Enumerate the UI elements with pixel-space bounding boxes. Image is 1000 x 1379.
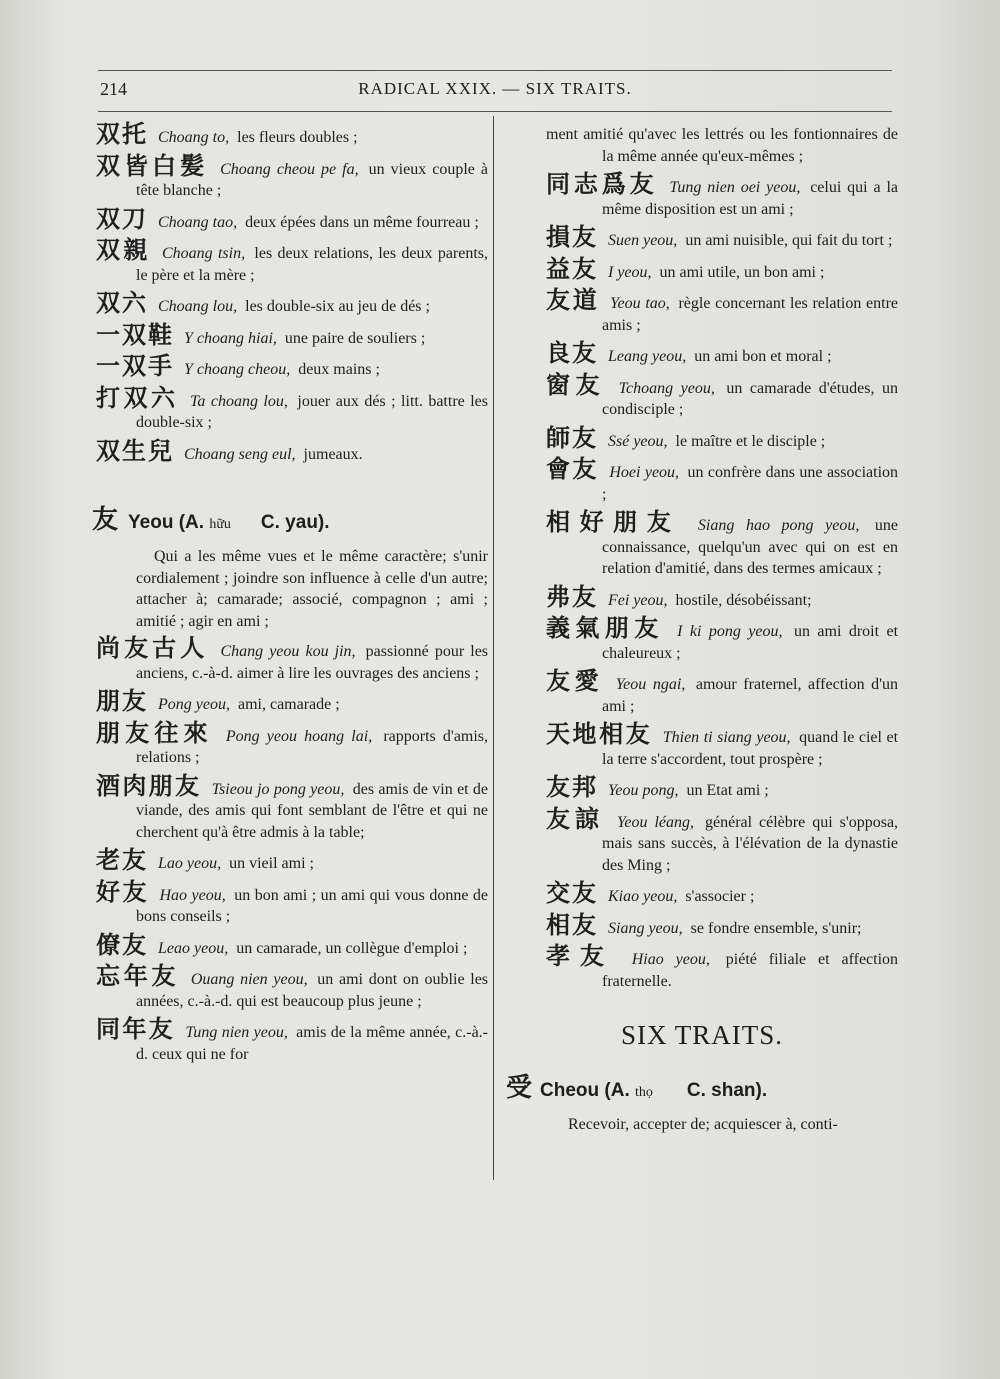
entry-romanization: Yeou léang,: [616, 813, 694, 831]
entry-gloss: un bon ami ; un ami qui vous donne de bons conseils ;: [136, 886, 489, 925]
entry-gloss: hostile, désobéissant;: [675, 591, 812, 609]
dictionary-entry: [506, 910, 898, 940]
entry-gloss: quand le ciel et la terre s'accordent, tout prospère ;: [602, 729, 899, 768]
entry-characters: 老友: [96, 846, 148, 874]
dictionary-entry: [506, 339, 898, 368]
entry-romanization: Leao yeou,: [158, 939, 229, 957]
entry-romanization: Thien ti siang yeou,: [662, 729, 791, 746]
entry-romanization: Pong yeou,: [158, 696, 230, 713]
dictionary-entry: [506, 423, 898, 453]
entry-characters: 双皆白髪: [96, 151, 209, 180]
entry-romanization: Y choang cheou,: [184, 361, 291, 378]
entry-romanization: Fei yeou,: [608, 591, 668, 609]
entry-romanization: I yeou,: [608, 263, 652, 281]
entry-characters: 友道: [546, 286, 600, 314]
entry-gloss: deux mains ;: [298, 361, 380, 378]
entry-romanization: Leang yeou,: [608, 348, 687, 365]
choang-entries: [96, 120, 489, 465]
dictionary-entry: [96, 352, 488, 381]
entry-gloss: celui qui a la même disposition est un ami ;: [602, 179, 898, 218]
entry-characters: 朋友往來: [96, 718, 213, 747]
entry-characters: 尚友古人: [96, 634, 209, 662]
yeou-entries-right: [506, 170, 899, 992]
dictionary-entry: [506, 804, 899, 877]
entry-characters: 双托: [96, 120, 148, 148]
dictionary-entry: [506, 582, 898, 612]
column-divider: [493, 116, 494, 1180]
cheou-annamite: thọ: [635, 1085, 653, 1100]
entry-romanization: Yeou ngai,: [615, 676, 686, 693]
dictionary-entry: [96, 846, 488, 875]
entry-romanization: Hao yeou,: [159, 886, 226, 904]
continuation-text: ment amitié qu'avec les lettrés ou les fontionnaires de la même année qu'eux-mêmes ;: [546, 126, 898, 165]
dictionary-entry: [506, 286, 899, 336]
entry-gloss: deux épées dans un même fourreau ;: [245, 213, 479, 231]
entry-romanization: Tung nien yeou,: [185, 1024, 288, 1041]
entry-characters: 双刀: [96, 204, 148, 233]
dictionary-entry: [506, 508, 899, 580]
dictionary-entry: [506, 773, 898, 802]
dictionary-entry: [96, 718, 489, 769]
entry-characters: 一双手: [96, 352, 174, 380]
right-column: [506, 124, 898, 1136]
yeou-definition: Qui a les même vues et le même caractère; s'unir cordialement ; joindre son influence à celle d'un autre; attacher à; camarade; associé, compagnon ; ami ; amitié ; agir en ami ;: [136, 548, 488, 630]
entry-characters: 會友: [546, 455, 599, 483]
yeou-annamite: hữu: [209, 517, 231, 532]
entry-gloss: les deux relations, les deux parents, le père et la mère ;: [136, 245, 489, 284]
page-number: 214: [100, 79, 127, 99]
page-header: [98, 70, 892, 112]
entry-romanization: Tchoang yeou,: [618, 379, 715, 397]
entry-characters: 相友: [546, 910, 598, 939]
entry-romanization: Tung nien oei yeou,: [669, 179, 801, 196]
entry-romanization: Yeou tao,: [610, 295, 670, 312]
entry-romanization: Pong yeou hoang lai,: [225, 727, 373, 745]
entry-gloss: un confrère dans une association ;: [602, 464, 899, 503]
dictionary-entry: [96, 687, 488, 716]
entry-gloss: amour fraternel, affection d'un ami ;: [602, 676, 899, 715]
entry-gloss: un Etat ami ;: [686, 782, 769, 799]
cheou-headword: [506, 1067, 898, 1104]
entry-gloss: jumeaux.: [303, 445, 363, 463]
entry-gloss: un camarade d'études, un condisciple ;: [602, 379, 899, 418]
entry-gloss: un ami droit et chaleureux ;: [602, 623, 899, 662]
entry-gloss: rapports d'amis, relations ;: [136, 727, 489, 766]
dictionary-entry: [96, 771, 489, 844]
cheou-name: Cheou (A.: [540, 1080, 630, 1101]
dictionary-entry: [506, 614, 899, 664]
dictionary-entry: [96, 289, 488, 318]
dictionary-entry: [506, 879, 898, 908]
dictionary-entry: [96, 634, 489, 684]
entry-characters: 師友: [546, 423, 598, 452]
dictionary-entry: [506, 720, 899, 770]
entry-characters: 窗友: [546, 370, 606, 399]
entry-gloss: un camarade, un collègue d'emploi ;: [236, 939, 468, 957]
entry-romanization: Hoei yeou,: [609, 464, 680, 481]
entry-characters: 酒肉朋友: [96, 771, 202, 800]
entry-romanization: Kiao yeou,: [608, 888, 678, 905]
dictionary-entry: [96, 1015, 489, 1065]
entry-characters: 益友: [546, 254, 598, 283]
dictionary-entry: [96, 383, 489, 434]
entry-characters: 損友: [546, 223, 598, 251]
entry-characters: 友諒: [546, 804, 604, 833]
entry-gloss: un ami dont on oublie les années, c.-à.-d. qui est beaucoup plus jeune ;: [136, 971, 489, 1010]
entry-romanization: Hiao yeou,: [631, 951, 710, 968]
entry-characters: 忘年友: [96, 962, 180, 990]
entry-gloss: ami, camarade ;: [237, 696, 340, 713]
entry-characters: 同年友: [96, 1015, 176, 1043]
dictionary-entry: [506, 223, 898, 252]
entry-romanization: Suen yeou,: [608, 232, 678, 249]
entry-gloss: un vieil ami ;: [229, 855, 314, 872]
yeou-name: Yeou (A.: [128, 512, 205, 533]
entry-romanization: Choang tao,: [158, 213, 238, 231]
entry-characters: 交友: [546, 879, 598, 907]
entry-gloss: amis de la même année, c.-à.-d. ceux qui ne for: [136, 1024, 489, 1063]
entry-characters: 相好朋友: [546, 508, 681, 536]
entry-characters: 朋友: [96, 687, 148, 715]
entry-gloss: les fleurs doubles ;: [237, 129, 358, 146]
dictionary-entry: [506, 254, 898, 284]
entry-characters: 友愛: [546, 667, 604, 695]
dictionary-entry: [96, 320, 488, 350]
entry-romanization: Siang hao pong yeou,: [697, 517, 860, 534]
entry-romanization: Choang to,: [158, 129, 230, 146]
entry-gloss: les double-six au jeu de dés ;: [245, 298, 430, 315]
entry-romanization: Choang lou,: [158, 298, 238, 315]
yeou-character: 友: [92, 505, 121, 535]
entry-romanization: I ki pong yeou,: [677, 623, 783, 640]
dictionary-entry: [506, 455, 899, 505]
dictionary-entry: [96, 236, 489, 286]
entry-romanization: Ta choang lou,: [189, 392, 288, 410]
dictionary-entry: [506, 942, 899, 992]
entry-gloss: un ami utile, un bon ami ;: [659, 263, 825, 281]
entry-gloss: un ami bon et moral ;: [694, 348, 832, 365]
entry-characters: 良友: [546, 339, 598, 367]
entry-characters: 双親: [96, 236, 151, 264]
entry-characters: 天地相友: [546, 720, 653, 748]
entry-gloss: règle concernant les relation entre amis ;: [602, 295, 899, 334]
entry-characters: 友邦: [546, 773, 598, 801]
entry-romanization: Chang yeou kou jin,: [220, 643, 356, 660]
dictionary-entry: [96, 962, 489, 1012]
entry-romanization: Choang tsin,: [161, 245, 246, 262]
entry-characters: 好友: [96, 877, 149, 906]
cheou-cantonese: C. shan).: [686, 1080, 768, 1101]
entry-gloss: une connaissance, quelqu'un avec qui on est en relation d'amitié, dans des termes amicaux ;: [602, 517, 899, 577]
entry-romanization: Choang cheou pe fa,: [220, 160, 359, 178]
entry-characters: 同志爲友: [546, 170, 658, 198]
yeou-entries-left: [96, 634, 489, 1065]
dictionary-entry: [96, 151, 489, 202]
entry-characters: 双生兒: [96, 436, 174, 465]
entry-gloss: s'associer ;: [685, 888, 755, 905]
dictionary-entry: [96, 930, 488, 960]
cheou-definition: Recevoir, accepter de; acquiescer à, conti-: [568, 1116, 838, 1133]
entry-characters: 僚友: [96, 930, 148, 959]
dictionary-entry: [96, 877, 489, 928]
entry-characters: 弗友: [546, 582, 598, 611]
left-column: [92, 120, 489, 1072]
entry-characters: 孝友: [546, 942, 614, 970]
dictionary-entry: [96, 120, 488, 149]
entry-gloss: piété filiale et affection fraternelle.: [602, 951, 899, 990]
entry-romanization: Tsieou jo pong yeou,: [211, 780, 345, 798]
entry-romanization: Y choang hiai,: [184, 329, 277, 347]
dictionary-entry: [96, 436, 488, 466]
entry-gloss: le maître et le disciple ;: [675, 432, 826, 450]
entry-romanization: Siang yeou,: [608, 919, 683, 937]
entry-gloss: général célèbre qui s'opposa, mais sans succès, à l'élévation de la dynastie des Ming ;: [602, 813, 899, 874]
entry-characters: 義氣朋友: [546, 614, 664, 642]
dictionary-entry: [506, 667, 899, 717]
cheou-character: 受: [506, 1073, 535, 1103]
entry-romanization: Ouang nien yeou,: [190, 971, 308, 988]
entry-romanization: Lao yeou,: [158, 855, 222, 872]
yeou-cantonese: C. yau).: [260, 512, 330, 533]
entry-romanization: Ssé yeou,: [608, 432, 668, 450]
entry-gloss: jouer aux dés ; litt. battre les double-six ;: [136, 392, 489, 431]
section-title: SIX TRAITS.: [620, 1020, 784, 1050]
entry-gloss: un vieux couple à tête blanche ;: [136, 160, 489, 199]
entry-romanization: Yeou pong,: [608, 782, 679, 799]
entry-romanization: Choang seng eul,: [184, 445, 296, 463]
entry-gloss: passionné pour les anciens, c.-à-d. aimer à lire les ouvrages des anciens ;: [136, 643, 489, 682]
entry-gloss: une paire de souliers ;: [284, 329, 426, 347]
running-title: RADICAL XXIX. — SIX TRAITS.: [358, 79, 632, 98]
entry-characters: 双六: [96, 289, 148, 317]
dictionary-entry: [96, 204, 488, 234]
entry-characters: 打双六: [96, 383, 179, 412]
dictionary-entry: [506, 370, 899, 421]
entry-gloss: des amis de vin et de viande, des amis qui font semblant de l'être et qui ne cherchent qu'à être admis à la table;: [136, 780, 489, 841]
entry-gloss: un ami nuisible, qui fait du tort ;: [685, 232, 893, 249]
dictionary-entry: [506, 170, 898, 220]
entry-characters: 一双鞋: [96, 320, 174, 349]
entry-gloss: se fondre ensemble, s'unir;: [690, 919, 862, 937]
yeou-headword: [92, 499, 488, 536]
